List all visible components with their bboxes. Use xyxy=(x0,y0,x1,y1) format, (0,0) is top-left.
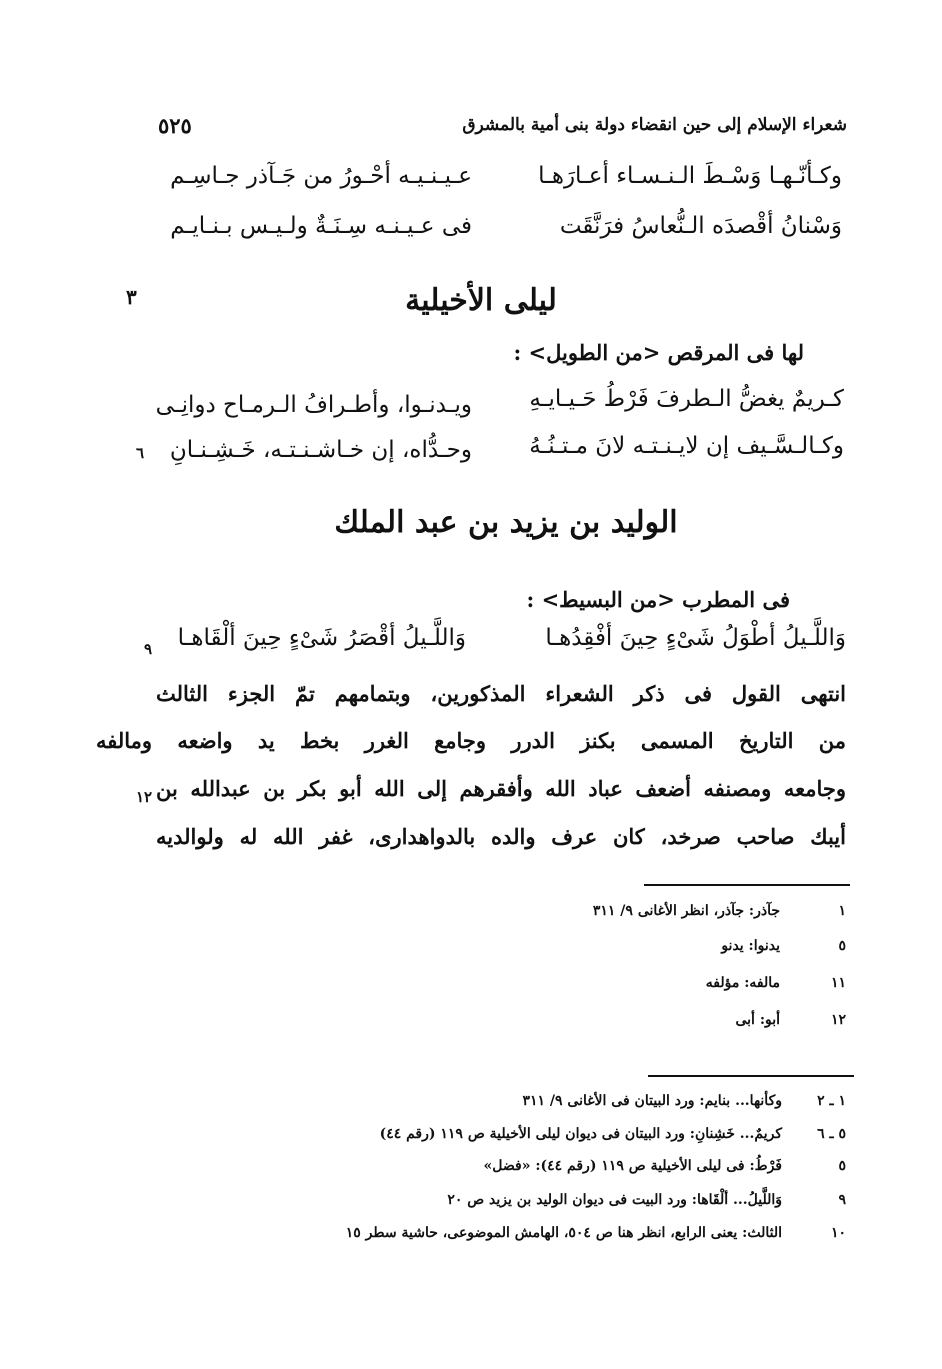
margin-line-number: ٣ xyxy=(126,285,137,309)
page-number: ٥٢٥ xyxy=(158,113,192,138)
line-number: ٩ xyxy=(144,640,153,658)
colophon-line-1: انتهى القول فى ذكر الشعراء المذكورين، وبتمامهم تمّ الجزء الثالث xyxy=(156,681,846,706)
source-note: وَاللَّيلُ... ألْقَاها: ورد البيت فى ديوان الوليد بن يزيد ص ٢٠ xyxy=(447,1192,782,1208)
line-number: ١٢ xyxy=(136,788,153,806)
note-line-number: ٥ ـ ٦ xyxy=(817,1126,846,1142)
verse-1-first-hemistich: وكـأنّـهـا وَسْـطَ الـنـسـاء أعـارَهـا xyxy=(538,163,842,189)
verse-1-second-hemistich: عـيـنـيـه أحْـورُ من جَـآذر جـاسِـم xyxy=(170,163,472,189)
apparatus-note: جآذر: جآذر، انظر الأغانى ٩/ ٣١١ xyxy=(592,903,780,919)
section-intro-laila: لها فى المرقص <من الطويل> : xyxy=(513,340,804,365)
section-title-laila: ليلى الأخيلية xyxy=(405,283,557,318)
verse-2-second-hemistich: فى عـيـنـه سِـنَـةٌ ولـيـس بـنـايـم xyxy=(170,213,472,239)
apparatus-note: يدنوا: يدنو xyxy=(721,938,780,954)
note-line-number: ٩ xyxy=(838,1192,846,1208)
verse-2-first-hemistich: وَسْنانُ أقْصدَه الـنُّعاسُ فرَنَّقَت xyxy=(559,213,842,239)
apparatus-note: مالفه: مؤلفه xyxy=(705,975,780,991)
apparatus-note: أبو: أبى xyxy=(735,1012,780,1028)
section-title-walid: الوليد بن يزيد بن عبد الملك xyxy=(334,505,678,540)
note-line-number: ٥ xyxy=(838,1158,846,1174)
note-line-number: ٥ xyxy=(838,938,846,954)
footnote-rule xyxy=(648,1075,854,1077)
colophon-line-3: وجامعه ومصنفه أضعف عباد الله وأفقرهم إلى الله أبو بكر بن عبدالله بن xyxy=(156,776,846,801)
verse-5-first-hemistich: وَاللَّـيلُ أطْوَلُ شَىْءٍ حِينَ أفْقِدُهـا xyxy=(545,625,846,651)
note-line-number: ١ ـ ٢ xyxy=(817,1093,846,1109)
colophon-line-4: أيبك صاحب صرخد، كان عرف والده بالدواهدارى، غفر الله له ولوالديه xyxy=(156,824,846,849)
verse-5-second-hemistich: وَاللَّـيلُ أقْصَرُ شَىْءٍ حِينَ ألْقَاهـا xyxy=(177,625,466,651)
running-title: شعراء الإسلام إلى حين انقضاء دولة بنى أمية بالمشرق xyxy=(462,115,847,135)
note-line-number: ١٢ xyxy=(830,1012,846,1028)
line-number: ٦ xyxy=(136,444,145,462)
colophon-line-2: من التاريخ المسمى بكنز الدرر وجامع الغرر بخط يد واضعه ومالفه xyxy=(96,728,846,753)
verse-4-second-hemistich: وحـدُّاه، إن خـاشـنـتـه، خَـشِـنـانِ xyxy=(169,437,472,463)
verse-3-first-hemistich: كـريمٌ يغضُّ الـطرفَ فَرْطُ حَـيـايـهِ xyxy=(529,386,844,412)
source-note: الثالث: يعنى الرابع، انظر هنا ص ٥٠٤، الهامش الموضوعى، حاشية سطر ١٥ xyxy=(345,1225,782,1241)
source-note: وكأنها... بنايم: ورد البيتان فى الأغانى ٩/ ٣١١ xyxy=(522,1093,782,1109)
footnote-rule xyxy=(644,884,850,886)
note-line-number: ١ xyxy=(838,903,846,919)
source-note: كريمٌ... خَشِنانِ: ورد البيتان فى ديوان ليلى الأخيلية ص ١١٩ (رقم ٤٤) xyxy=(379,1126,782,1142)
note-line-number: ١١ xyxy=(830,975,846,991)
source-note: فَرْطُ: فى ليلى الأخيلية ص ١١٩ (رقم ٤٤): «فضل» xyxy=(483,1158,782,1174)
verse-3-second-hemistich: ويـدنـوا، وأطـرافُ الـرمـاح دوانِـى xyxy=(155,392,472,418)
verse-4-first-hemistich: وكـالـسَّـيف إن لايـنـتـه لانَ مـتـنُـهُ xyxy=(529,433,844,459)
section-intro-walid: فى المطرب <من البسيط> : xyxy=(526,587,790,612)
note-line-number: ١٠ xyxy=(830,1225,846,1241)
